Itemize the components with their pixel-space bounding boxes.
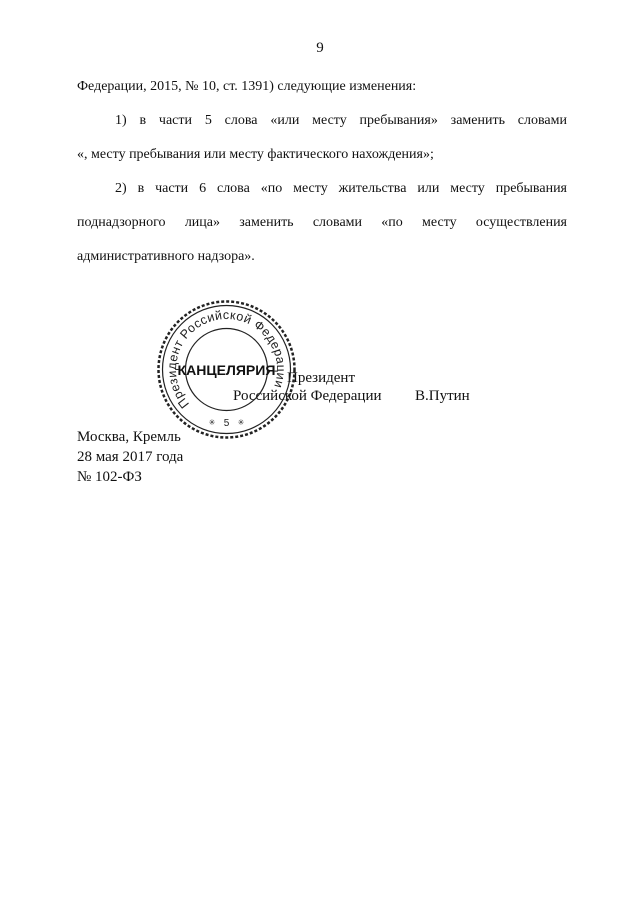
seal-ring-text: Президент Российской Федерации (164, 307, 289, 411)
signature-name: В.Путин (415, 388, 470, 404)
paragraph-2-line-2: «, месту пребывания или месту фактического нахождения»; (77, 147, 434, 162)
document-body (77, 70, 567, 274)
svg-text:Президент Российской Федерации (165, 308, 288, 411)
place-date-block (77, 427, 183, 487)
paragraph-3-line-2: поднадзорного лица» заменить словами «по месту осуществления (77, 215, 567, 230)
page-number: 9 (316, 40, 324, 56)
official-seal-stamp (155, 298, 298, 441)
paragraph-3-line-3: административного надзора». (77, 249, 255, 264)
paragraph-1: Федерации, 2015, № 10, ст. 1391) следующие изменения: (77, 79, 417, 94)
law-number: № 102-ФЗ (77, 469, 142, 485)
paragraph-3-line-1: 2) в части 6 слова «по месту жительства или месту пребывания (115, 181, 567, 196)
date: 28 мая 2017 года (77, 449, 184, 465)
place: Москва, Кремль (77, 429, 181, 445)
svg-text:✳: ✳ (237, 418, 245, 427)
seal-number: 5 (223, 418, 230, 429)
signature-title-line-1: Президент (287, 370, 355, 386)
svg-text:✳: ✳ (208, 418, 216, 427)
signature-title-line-2: Российской Федерации (233, 388, 382, 404)
seal-center-text: КАНЦЕЛЯРИЯ (177, 362, 276, 378)
paragraph-2-line-1: 1) в части 5 слова «или месту пребывания» заменить словами (115, 113, 567, 128)
